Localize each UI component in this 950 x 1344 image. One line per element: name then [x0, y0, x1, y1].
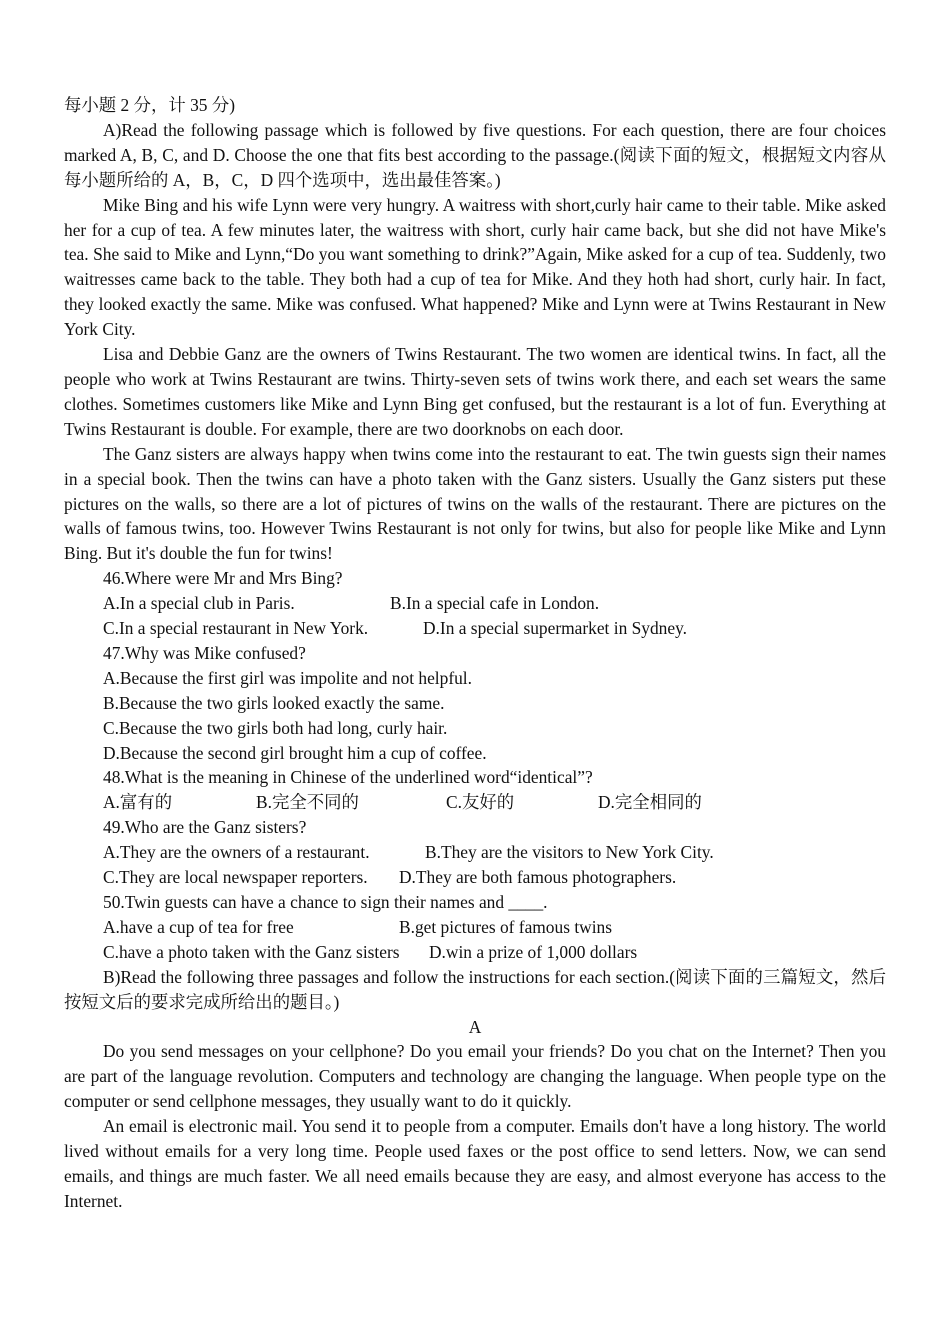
passage-paragraph: Mike Bing and his wife Lynn were very hungry. A waitress with short,curly hair came to their table. Mike asked her for a cup of tea. A few minutes later, the waitress with short, curly hair came back, but she did not have Mike's tea. She said to Mike and Lynn,“Do you want something to drink?”Again, Mike asked for a cup of tea. Suddenly, two waitresses came back to the table. They both had a cup of tea for Mike. And they hoth had short, curly hair. In fact, they looked exactly the same. Mike was confused. What happened? Mike and Lynn were at Twins Restaurant in New York City.: [64, 194, 886, 340]
passage-a-title: A: [468, 1016, 482, 1037]
passage-a-paragraph: Do you send messages on your cellphone? Do you email your friends? Do you chat on the Internet? Then you are part of the language revolution. Computers and technology are changing the language. When people type on the computer or send cellphone messages, they usually want to do it quickly.: [64, 1041, 886, 1112]
question-50-options-row-1: [64, 915, 886, 940]
question-49: 49.Who are the Ganz sisters?: [103, 817, 307, 838]
question-48: 48.What is the meaning in Chinese of the underlined word“identical”?: [103, 767, 593, 788]
option-a: A.They are the owners of a restaurant.: [103, 842, 370, 863]
document-page: [64, 93, 886, 1214]
question-46-options-row-2: [64, 616, 886, 641]
option-d: D.win a prize of 1,000 dollars: [429, 941, 638, 962]
section-b-instructions: B)Read the following three passages and follow the instructions for each section.(阅读下面的三篇短文，然后按短文后的要求完成所给出的题目。): [64, 966, 886, 1012]
option-b: B.Because the two girls looked exactly the same.: [103, 692, 445, 713]
option-c: C.In a special restaurant in New York.: [103, 618, 369, 639]
option-d: D.Because the second girl brought him a cup of coffee.: [103, 742, 487, 763]
option-a: A.In a special club in Paris.: [103, 593, 295, 614]
question-49-options-row-2: [64, 865, 886, 890]
option-b: B.完全不同的: [256, 792, 359, 813]
option-d: D.In a special supermarket in Sydney.: [423, 618, 688, 639]
question-48-options-row: [64, 790, 886, 815]
option-c: C.have a photo taken with the Ganz sisters: [103, 941, 400, 962]
question-46: 46.Where were Mr and Mrs Bing?: [103, 568, 343, 589]
section-a-instructions: A)Read the following passage which is followed by five questions. For each question, there are four choices marked A, B, C, and D. Choose the one that fits best according to the passage.(阅读下面的短文，根据短文内容从每小题所给的 A，B，C，D 四个选项中，选出最佳答案。): [64, 119, 886, 190]
question-49-options-row-1: [64, 840, 886, 865]
passage-paragraph: Lisa and Debbie Ganz are the owners of Twins Restaurant. The two women are identical twins. In fact, all the people who work at Twins Restaurant are twins. Thirty-seven sets of twins work there, and each set wears the same clothes. Sometimes customers like Mike and Lynn Bing get confused, but the restaurant is a lot of fun. Everything at Twins Restaurant is double. For example, there are two doorknobs on each door.: [64, 344, 886, 439]
question-47: 47.Why was Mike confused?: [103, 642, 306, 663]
option-b: B.get pictures of famous twins: [399, 916, 613, 937]
option-c: C.They are local newspaper reporters.: [103, 867, 368, 888]
option-b: B.In a special cafe in London.: [390, 593, 600, 614]
option-d: D.完全相同的: [598, 792, 702, 813]
passage-a-paragraph: An email is electronic mail. You send it to people from a computer. Emails don't have a long history. The world lived without emails for a very long time. People used faxes or the post office to send letters. Now, we can send emails, and things are much faster. We all need emails because they are easy, and almost everyone has access to the Internet.: [64, 1116, 886, 1211]
question-50: 50.Twin guests can have a chance to sign their names and ____.: [103, 892, 548, 912]
option-a: A.富有的: [103, 792, 173, 813]
option-a: A.Because the first girl was impolite and not helpful.: [103, 667, 472, 688]
passage-paragraph: The Ganz sisters are always happy when twins come into the restaurant to eat. The twin guests sign their names in a special book. Then the twins can have a photo taken with the Ganz sisters. Usually the Ganz sisters put these pictures on the walls, so there are a lot of pictures of twins on the walls of the restaurant. There are pictures on the walls of famous twins, too. However Twins Restaurant is not only for twins, but also for people like Mike and Lynn Bing. But it's double the fun for twins!: [64, 443, 886, 564]
option-b: B.They are the visitors to New York City.: [425, 842, 714, 863]
option-d: D.They are both famous photographers.: [399, 867, 677, 888]
option-c: C.Because the two girls both had long, curly hair.: [103, 717, 448, 738]
option-c: C.友好的: [446, 792, 515, 813]
option-a: A.have a cup of tea for free: [103, 916, 294, 937]
question-46-options-row-1: [64, 591, 886, 616]
question-50-options-row-2: [64, 940, 886, 965]
section-header: 每小题 2 分，计 35 分): [64, 95, 236, 115]
